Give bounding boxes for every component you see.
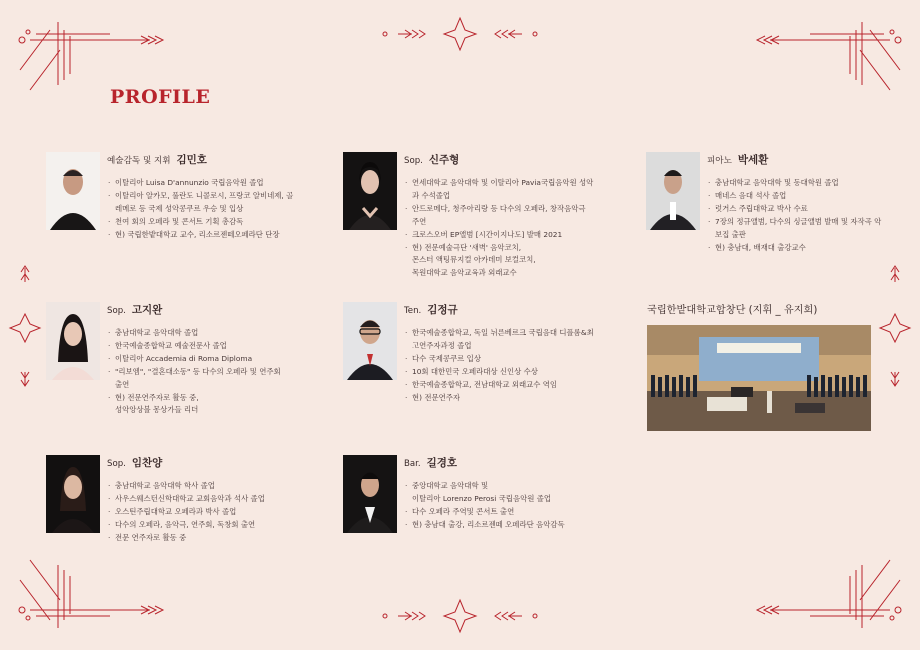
bullet-item: · 한국예술종합학교 예술전문사 졸업	[107, 340, 282, 353]
bullet-item: · 7장의 정규앨범, 다수의 싱글앨범 발매 및 자작곡 악보집 출판	[707, 216, 882, 242]
profile-name: 고지완	[131, 304, 163, 316]
profile-name-line	[707, 152, 768, 167]
side-ornament-left	[10, 266, 40, 386]
corner-ornament-bottom-left	[19, 560, 163, 628]
bullet-item: · 매네스 음대 석사 졸업	[707, 190, 882, 203]
center-ornament-bottom	[383, 600, 537, 632]
profile-bullets	[404, 177, 594, 280]
bullet-item: · 크로스오버 EP앨범 [시간이지나도] 발매 2021	[404, 229, 594, 242]
bullet-item: · 이탈리아 알카모, 풀란도 니콜로시, 프랑코 알비네제, 골레메로 등 국제 성악콩쿠르 우승 및 입상	[107, 190, 297, 216]
bullet-item: · 현) 충남대, 배재대 출강교수	[707, 242, 882, 255]
profile-bullets	[107, 177, 297, 242]
portrait-photo	[343, 455, 397, 533]
choir-title: 국립한밭대학교합창단 (지휘 _ 유지희)	[647, 305, 818, 316]
bullet-item: · 충남대학교 음악대학 및 동대학원 졸업	[707, 177, 882, 190]
profile-role: 예술감독 및 지휘	[107, 156, 171, 166]
profile-bullets	[404, 327, 594, 404]
bullet-item: · 한국예술종합학교, 전남대학교 외래교수 역임	[404, 379, 594, 392]
bullet-item: · 충남대학교 음악대학 졸업	[107, 327, 282, 340]
profile-role: Sop.	[107, 459, 126, 469]
bullet-item: · 현) 전문연주자로 활동 중, 성악앙상블 몽상가들 리더	[107, 392, 282, 418]
profile-name: 임찬양	[131, 457, 163, 469]
profile-bullets	[404, 480, 594, 532]
profile-bullets	[707, 177, 882, 254]
bullet-item: · 현) 충남대 출강, 리소르젠떼 오페라단 음악감독	[404, 519, 594, 532]
portrait-photo	[343, 302, 397, 380]
bullet-item: · 현) 국립한밭대학교 교수, 리소르젠떼오페라단 단장	[107, 229, 297, 242]
profile-name: 신주형	[428, 154, 460, 166]
bullet-item: · 현) 전문예술극단 '새벽' 음악코치, 몬스터 액팅뮤지컬 아카데미 보컬코치, 목원대학교 음악교육과 외래교수	[404, 242, 594, 281]
bullet-item: · 럿거스 주립대학교 박사 수료	[707, 203, 882, 216]
bullet-item: · 오스틴주립대학교 오페라과 박사 졸업	[107, 506, 297, 519]
bullet-item: · 전문 연주자로 활동 중	[107, 532, 297, 545]
bullet-item: · 안드로메다, 청주아리랑 등 다수의 오페라, 창작음악극 주연	[404, 203, 594, 229]
profile-name-line	[107, 152, 207, 167]
portrait-photo	[343, 152, 397, 230]
choir-photo	[647, 325, 871, 431]
side-ornament-right	[880, 266, 910, 386]
profile-role: Sop.	[107, 306, 126, 316]
profile-name: 길경호	[426, 457, 457, 469]
profile-role: Sop.	[404, 156, 423, 166]
profile-name-line	[107, 455, 162, 470]
bullet-item: · "리보엠", "결혼대소동" 등 다수의 오페라 및 연주회 출연	[107, 366, 282, 392]
bullet-item: · 천여 회의 오페라 및 콘서트 기획 총감독	[107, 216, 297, 229]
bullet-item: · 연세대학교 음악대학 및 이탈리아 Pavia국립음악원 성악과 수석졸업	[404, 177, 594, 203]
bullet-item: · 중앙대학교 음악대학 및 이탈리아 Lorenzo Perosi 국립음악원 졸업	[404, 480, 594, 506]
center-ornament-top	[383, 18, 537, 50]
profile-name-line	[404, 152, 459, 167]
profile-role: Ten.	[404, 306, 422, 316]
bullet-item: · 이탈리아 Accademia di Roma Diploma	[107, 353, 282, 366]
bullet-item: · 사우스웨스턴신학대학교 교회음악과 석사 졸업	[107, 493, 297, 506]
profile-name-line	[107, 302, 162, 317]
profile-name: 김민호	[176, 154, 207, 166]
corner-ornament-bottom-right	[757, 560, 901, 628]
bullet-item: · 한국예술종합학교, 독일 뉘른베르크 국립음대 디플롬&최고연주자과정 졸업	[404, 327, 594, 353]
profile-name-line	[404, 455, 457, 470]
profile-name-line	[404, 302, 458, 317]
corner-ornament-top-left	[19, 22, 163, 90]
portrait-photo	[46, 455, 100, 533]
bullet-item: · 다수 오페라 주역및 콘서트 출연	[404, 506, 594, 519]
corner-ornament-top-right	[757, 22, 901, 90]
bullet-item: · 충남대학교 음악대학 학사 졸업	[107, 480, 297, 493]
profile-name: 김정규	[427, 304, 458, 316]
bullet-item: · 현) 전문연주자	[404, 392, 594, 405]
profile-role: 피아노	[707, 156, 732, 166]
profile-name: 박세환	[737, 154, 769, 166]
bullet-item: · 10회 대한민국 오페라대상 신인상 수상	[404, 366, 594, 379]
profile-bullets	[107, 327, 282, 417]
bullet-item: · 다수의 오페라, 음악극, 연주회, 독창회 출연	[107, 519, 297, 532]
portrait-photo	[46, 302, 100, 380]
profile-bullets	[107, 480, 297, 545]
portrait-photo	[646, 152, 700, 230]
bullet-item: · 이탈리아 Luisa D'annunzio 국립음악원 졸업	[107, 177, 297, 190]
portrait-photo	[46, 152, 100, 230]
page-title: PROFILE	[110, 86, 211, 108]
bullet-item: · 다수 국제콩쿠르 입상	[404, 353, 594, 366]
profile-role: Bar.	[404, 459, 421, 469]
